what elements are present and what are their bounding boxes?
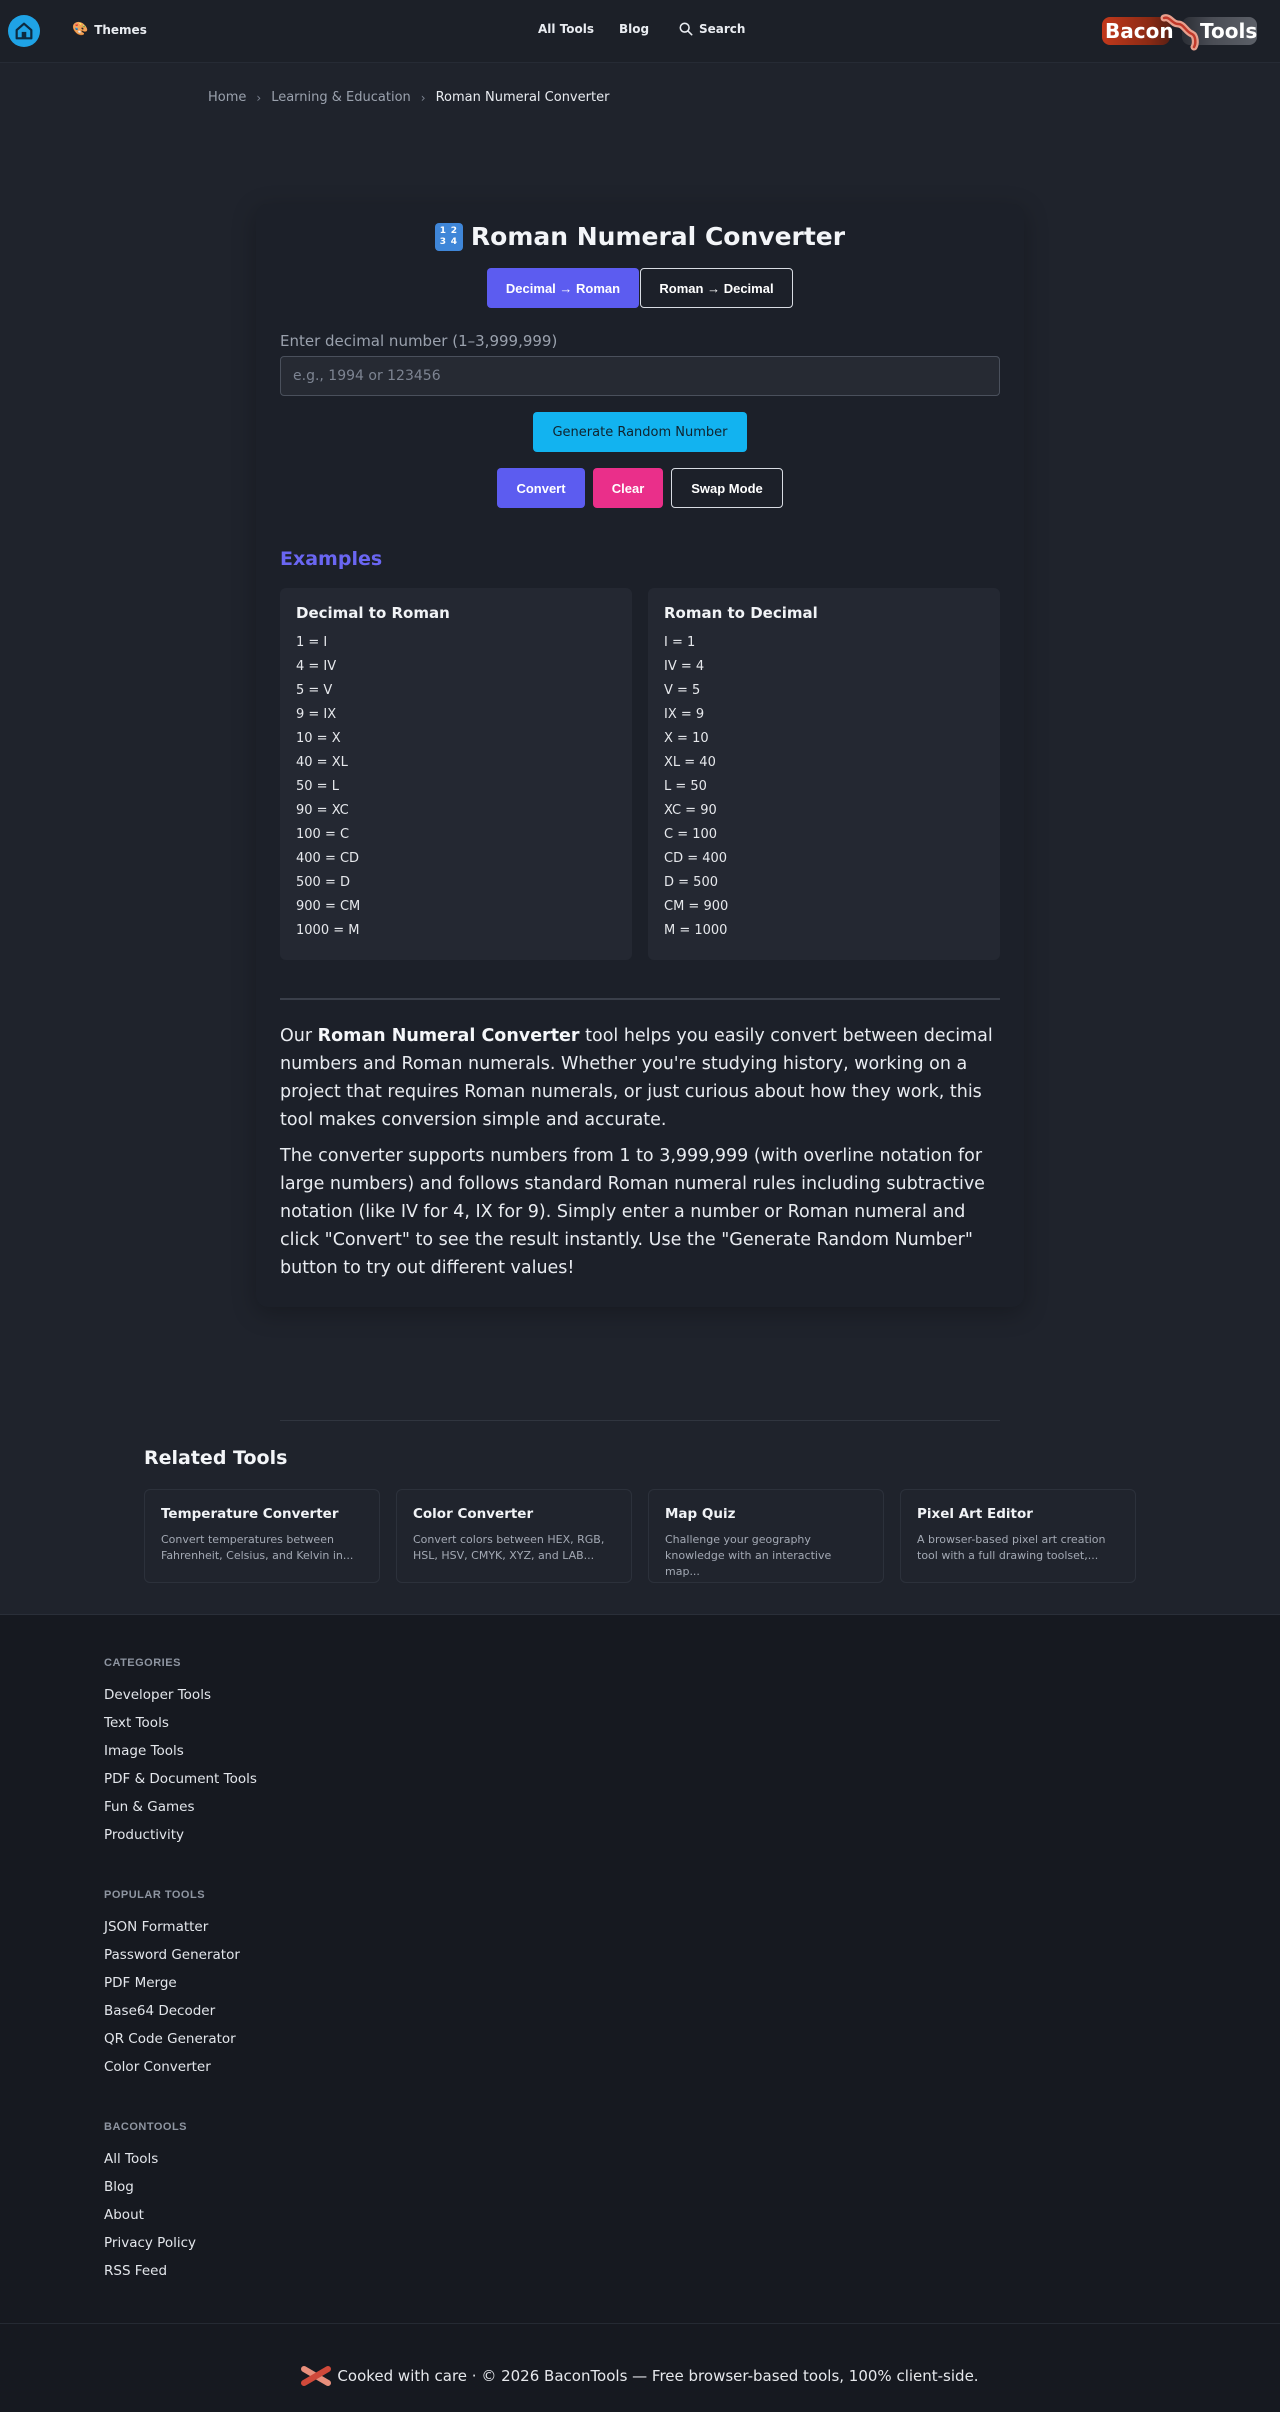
footer-heading: BACONTOOLS [104,2121,188,2133]
related-tool-desc: Challenge your geography knowledge with an interactive map... [665,1533,832,1578]
chevron-right-icon: › [420,90,426,105]
example-item: XC = 90 [664,803,717,818]
decimal-to-roman-examples [280,588,632,960]
footer-link[interactable]: Productivity [104,1827,185,1843]
numbers-icon: 1 2 3 4 [435,223,463,251]
footer-link[interactable]: PDF Merge [104,1975,177,1991]
examples-heading: Examples [280,548,383,570]
search-icon [679,22,693,36]
footer-link[interactable]: All Tools [104,2151,159,2167]
footer-categories [104,1657,257,1855]
breadcrumb [208,90,609,105]
example-item: 100 = C [296,827,350,842]
related-tool-card[interactable] [648,1489,884,1583]
example-item: L = 50 [664,779,707,794]
footer-bacontools [104,2121,196,2291]
example-item: 5 = V [296,683,333,698]
input-label: Enter decimal number (1–3,999,999) [280,332,558,350]
nav-blog[interactable]: Blog [619,22,650,36]
related-tools-heading: Related Tools [144,1447,288,1469]
themes-button[interactable] [72,22,147,37]
examples-box-title: Roman to Decimal [664,604,818,622]
chevron-right-icon: › [256,90,262,105]
convert-button[interactable]: Convert [497,468,585,508]
footer-link[interactable]: Blog [104,2179,134,2195]
example-item: 1000 = M [296,923,360,938]
themes-label: Themes [94,22,147,37]
nav-search[interactable] [679,22,745,36]
footer-link[interactable]: Developer Tools [104,1687,211,1703]
example-item: 90 = XC [296,803,349,818]
description-text: Our [280,1026,318,1046]
footer-link[interactable]: Privacy Policy [104,2235,197,2251]
example-item: XL = 40 [664,755,716,770]
bacon-strip-icon [301,2363,331,2389]
footer-link[interactable]: Text Tools [104,1715,169,1731]
example-item: IX = 9 [664,707,705,722]
example-item: X = 10 [664,731,709,746]
description-paragraph: The converter supports numbers from 1 to 3,999,999 (with overline notation for large numbers) and follows standard Roman numeral rules including subtractive notation (like IV for 4, IX for 9). Simply enter a number or Roman numeral and click "Convert" to see the result instantly. Use the "Generate Random Number" button to try out different values! [280,1146,985,1278]
clear-button[interactable]: Clear [593,468,663,508]
example-item: 10 = X [296,731,341,746]
example-item: 4 = IV [296,659,337,674]
example-item: C = 100 [664,827,718,842]
footer-divider [0,2323,1280,2324]
roman-to-decimal-examples [648,588,1000,960]
related-tool-title: Color Converter [413,1506,534,1522]
footer-link[interactable]: Base64 Decoder [104,2003,216,2019]
decimal-number-input[interactable] [280,356,1000,396]
example-item: CD = 400 [664,851,728,866]
example-item: V = 5 [664,683,701,698]
search-label: Search [699,22,746,36]
footer-heading: POPULAR TOOLS [104,1889,206,1901]
breadcrumb-current: Roman Numeral Converter [435,90,610,105]
mode-decimal-to-roman-button[interactable]: Decimal → Roman [487,268,639,308]
examples-box-title: Decimal to Roman [296,604,450,622]
breadcrumb-home[interactable]: Home [208,90,247,105]
footer-link[interactable]: PDF & Document Tools [104,1771,257,1787]
example-item: 50 = L [296,779,339,794]
title-text: Roman Numeral Converter [470,222,846,251]
related-tool-title: Temperature Converter [161,1506,339,1522]
description-text: tool helps you easily convert between decimal numbers and Roman numerals. Whether you're studying history, working on a project that requires Roman numerals, or just curious about how they work, this tool makes conversion simple and accurate. [280,1026,993,1130]
logo-tools-text: Tools [1182,17,1257,45]
bacon-strip-icon [1160,14,1200,50]
related-tool-desc: Convert colors between HEX, RGB, HSL, HSV, CMYK, XYZ, and LAB... [413,1533,605,1562]
footer-link[interactable]: Password Generator [104,1947,240,1963]
footer-popular-tools [104,1889,240,2087]
footer-link[interactable]: About [104,2207,144,2223]
related-divider [280,1420,1000,1421]
section-divider [280,998,1000,1000]
description-paragraph [280,1022,1000,1134]
related-tool-card[interactable] [144,1489,380,1583]
example-item: 500 = D [296,875,350,890]
example-item: 400 = CD [296,851,360,866]
copyright-text: Cooked with care · © 2026 BaconTools — Free browser-based tools, 100% client-side. [337,2367,979,2385]
palette-icon: 🎨 [72,22,89,37]
example-item: I = 1 [664,635,696,650]
bacontools-logo[interactable] [1102,14,1258,47]
example-item: IV = 4 [664,659,705,674]
example-item: 9 = IX [296,707,337,722]
example-item: D = 500 [664,875,718,890]
home-icon [13,20,35,42]
breadcrumb-category[interactable]: Learning & Education [271,90,411,105]
mode-roman-to-decimal-button[interactable]: Roman → Decimal [640,268,793,308]
footer-link[interactable]: JSON Formatter [104,1919,209,1935]
generate-random-button[interactable]: Generate Random Number [533,412,747,452]
top-navbar [0,0,1280,63]
nav-all-tools[interactable]: All Tools [538,22,595,36]
footer-link[interactable]: Image Tools [104,1743,184,1759]
swap-mode-button[interactable]: Swap Mode [671,468,783,508]
example-item: 900 = CM [296,899,361,914]
footer-link[interactable]: QR Code Generator [104,2031,236,2047]
example-item: M = 1000 [664,923,728,938]
related-tool-card[interactable] [900,1489,1136,1583]
related-tool-card[interactable] [396,1489,632,1583]
footer-link[interactable]: RSS Feed [104,2263,168,2279]
converter-card [256,204,1024,1307]
related-tool-desc: A browser-based pixel art creation tool with a full drawing toolset,... [917,1533,1106,1562]
footer-heading: CATEGORIES [104,1657,181,1669]
description-bold: Roman Numeral Converter [317,1026,580,1046]
page-title [256,222,1024,251]
footer [0,1614,1280,2412]
example-item: 40 = XL [296,755,348,770]
example-item: 1 = I [296,635,328,650]
related-tool-title: Pixel Art Editor [917,1506,1033,1522]
logo-bacon-text: Bacon [1102,17,1170,45]
related-tool-desc: Convert temperatures between Fahrenheit, Celsius, and Kelvin in... [161,1533,354,1562]
example-item: CM = 900 [664,899,729,914]
copyright [0,2363,1280,2389]
footer-link[interactable]: Fun & Games [104,1799,195,1815]
footer-link[interactable]: Color Converter [104,2059,211,2075]
related-tool-title: Map Quiz [665,1506,736,1522]
home-button[interactable] [8,15,40,47]
